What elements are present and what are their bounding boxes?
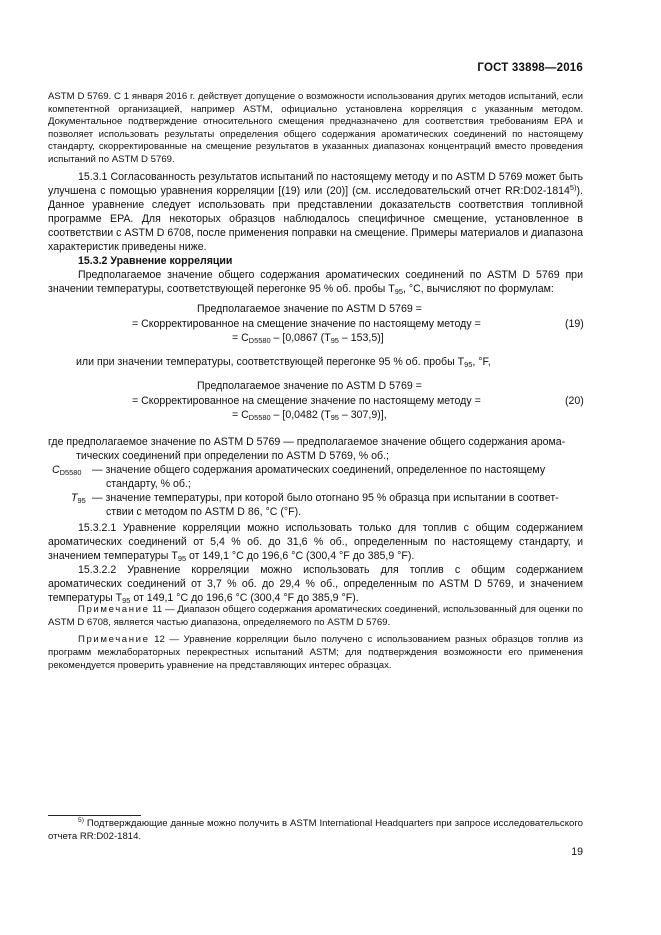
- eq20-line3: [232, 409, 387, 421]
- eq19-post: – 153,5)]: [338, 332, 384, 344]
- section-15-3-2-1-sub: 95: [177, 554, 187, 563]
- t-symbol: T: [71, 492, 78, 504]
- where-line1: где предполагаемое значение по ASTM D 5769 — предполагаемое значение общего содержания арома-: [48, 436, 566, 448]
- section-15-3-2-1-text: 15.3.2.1 Уравнение корреляции можно использовать только для топлив с общим содержанием ароматических соединений от 5,4 % об. до 31,6 % об., определенным по настоящему стандарту, и значением температуры T: [48, 522, 583, 562]
- section-15-3-2-intro-text: Предполагаемое значение общего содержания ароматических соединений по ASTM D 5769 при значении температуры, соответствующей перегонке 95 % об. пробы T: [48, 269, 583, 295]
- c-symbol-sub: D5580: [59, 468, 82, 477]
- section-15-3-2-1-tail: от 149,1 °С до 196,6 °С (300,4 °F до 385,9 °F).: [186, 550, 415, 562]
- footnote-ref: 5): [569, 183, 577, 192]
- doc-code-header: ГОСТ 33898—2016: [477, 62, 583, 74]
- eq20-post: – 307,9)],: [338, 409, 387, 421]
- eq20-mid: – [0,0482 (T: [270, 409, 331, 421]
- intro-paragraph: ASTM D 5769. С 1 января 2016 г. действует допущение о возможности использования других методов испытаний, если компетентной организацией, например ASTM, официально установлена корреляция с указанным методом. Документальное подтверждение относительного смещения предназначено для соответствия требованиям EPA и позволяет использовать результаты определения общего содержания ароматических соединений по настоящему стандарту, скорректированные на смещение результатов в указанных диапазонах концентраций вместо проведения испытаний по ASTM D 5769.: [48, 91, 583, 165]
- eq19-number: (19): [565, 318, 584, 330]
- page-number: 19: [571, 846, 583, 858]
- eq20-c: = C: [232, 409, 249, 421]
- t-symbol-sub: 95: [77, 496, 86, 505]
- eq20-t-sub: 95: [330, 413, 339, 422]
- note-12-block: [48, 634, 583, 672]
- eq19-line1: Предполагаемое значение по ASTM D 5769 =: [197, 303, 422, 315]
- where-line2: тических соединений при определении по ASTM D 5769, % об.;: [76, 450, 389, 462]
- section-15-3-2-intro: [48, 268, 583, 296]
- note-11-text: 11 — Диапазон общего содержания ароматических соединений, использованный для оценки по ASTM D 6708, является частью диапазона, определяемого по ASTM D 5769.: [48, 604, 583, 628]
- note-11-label: Примечание: [78, 604, 150, 615]
- section-15-3-2-1: [48, 521, 583, 563]
- section-15-3-2-intro-tail: , °С, вычисляют по формулам:: [402, 283, 554, 295]
- eq19-c: = C: [232, 332, 249, 344]
- footnote-text: Подтверждающие данные можно получить в ASTM International Headquarters при запросе исследовательского отчета RR:D02-1814.: [48, 818, 583, 842]
- note-12-label: Примечание: [78, 634, 150, 645]
- or-fahrenheit-text: [76, 356, 491, 368]
- c-d5580-symbol: [52, 463, 81, 477]
- section-15-3-2-2-sub: 95: [122, 596, 131, 605]
- eq19-t-sub: 95: [330, 336, 339, 345]
- c-symbol: C: [52, 464, 60, 476]
- footnote: [48, 818, 583, 844]
- eq19-c-sub: D5580: [248, 336, 271, 345]
- section-15-3-2-x-block: [48, 521, 583, 605]
- eq19-line2: = Скорректированное на смещение значение по настоящему методу =: [132, 318, 481, 330]
- or-text-post: , °F,: [472, 356, 491, 368]
- section-15-3-1: [48, 170, 583, 254]
- t-def-line2: ствии с методом по ASTM D 86, °С (°F).: [106, 506, 302, 518]
- section-15-3-2-2-text: 15.3.2.2 Уравнение корреляции можно использовать для топлив с общим содержанием ароматических соединений от 3,7 % об. до 29,4 % об., определенным по ASTM D 5769, и значением температуры T: [48, 564, 583, 604]
- note-12: [48, 634, 583, 672]
- section-15-3-1-text-b: ). Данное уравнение следует использовать при представлении доказательств соответствия топливной программе EPA. Для некоторых образцов наблюдалось специфичное смещение, установленное в соответствии с ASTM D 6708, после применения поправки на смещение. Примеры материалов и диапазона характеристик приведены ниже.: [48, 185, 583, 253]
- footnote-mark: 5): [78, 817, 84, 824]
- c-def-line2: стандарту, % об.;: [106, 478, 191, 490]
- c-def-line1: — значение общего содержания ароматических соединений, определенное по настоящему: [92, 464, 546, 476]
- eq19-mid: – [0,0867 (T: [270, 332, 331, 344]
- section-15-3-1-text-a: 15.3.1 Согласованность результатов испытаний по настоящему методу и по ASTM D 5769 может быть улучшена с помощью уравнения корреляции [(19) или (20)] (см. исследовательский отчет RR:D02-1814: [48, 171, 583, 197]
- section-15-3-2-title: 15.3.2 Уравнение корреляции: [78, 255, 233, 267]
- eq19-line3: [232, 332, 384, 344]
- or-text-sub: 95: [464, 360, 473, 369]
- or-text-pre: или при значении температуры, соответствующей перегонке 95 % об. пробы T: [76, 356, 465, 368]
- note-11: [48, 604, 583, 630]
- footnote-divider: [48, 815, 141, 816]
- eq20-number: (20): [565, 395, 584, 407]
- section-15-3-2-2-tail: от 149,1 °С до 196,6 °С (300,4 °F до 385,9 °F).: [130, 592, 359, 604]
- eq20-line2: = Скорректированное на смещение значение по настоящему методу =: [132, 395, 481, 407]
- intro-paragraph-block: [48, 91, 583, 167]
- section-15-3-2-2: [48, 563, 583, 605]
- section-15-3-1-block: [48, 170, 583, 296]
- t95-symbol: [71, 491, 86, 505]
- note-12-text: 12 — Уравнение корреляции было получено с использованием разных образцов топлив из программ межлабораторных перекрестных испытаний ASTM; для подтверждения возможности его применения рекомендуется проверить уравнение на представляющих интерес образцах.: [48, 634, 583, 671]
- eq20-c-sub: D5580: [248, 413, 271, 422]
- t-def-line1: — значение температуры, при которой было отогнано 95 % образца при испытании в соответ-: [92, 492, 559, 504]
- eq20-line1: Предполагаемое значение по ASTM D 5769 =: [197, 380, 422, 392]
- t95-sub: 95: [394, 287, 403, 296]
- note-11-block: [48, 604, 583, 630]
